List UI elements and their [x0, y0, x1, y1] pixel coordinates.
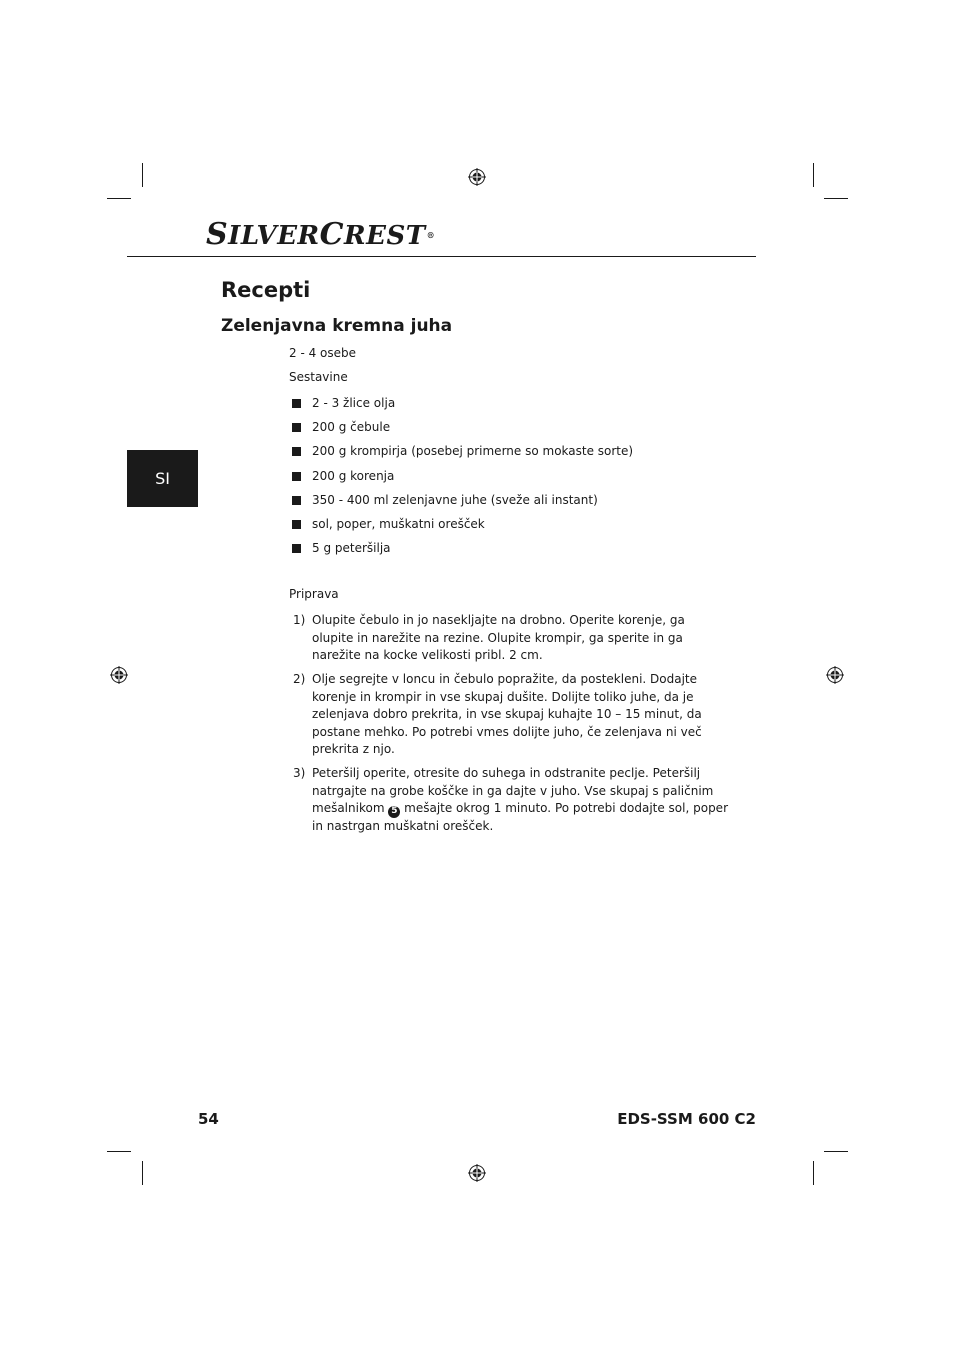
bullet-icon [292, 544, 301, 553]
registration-mark-icon [110, 666, 128, 684]
list-item: 200 g čebule [292, 419, 633, 443]
crop-mark [142, 1161, 143, 1185]
bullet-icon [292, 496, 301, 505]
crop-mark [824, 1151, 848, 1152]
language-tab: SI [127, 450, 198, 507]
list-item: 200 g krompirja (posebej primerne so mokaste sorte) [292, 443, 633, 467]
page-title: Recepti [221, 278, 311, 302]
bullet-icon [292, 520, 301, 529]
bullet-icon [292, 447, 301, 456]
crop-mark [142, 163, 143, 187]
registration-mark-icon [468, 1164, 486, 1182]
ingredients-list [292, 395, 633, 564]
bullet-icon [292, 399, 301, 408]
step-item: 1) Olupite čebulo in jo nasekljajte na drobno. Operite korenje, ga olupite in narežite na rezine. Olupite krompir, ga sperite in ga narežite na kocke velikosti pribl. 2 cm. [293, 613, 685, 662]
preparation-steps [293, 612, 729, 842]
crop-mark [824, 198, 848, 199]
model-number: EDS-SSM 600 C2 [617, 1110, 756, 1128]
servings: 2 - 4 osebe [289, 346, 357, 360]
bullet-icon [292, 472, 301, 481]
crop-mark [107, 198, 131, 199]
crop-mark [813, 1161, 814, 1185]
step-item: 3) Peteršilj operite, otresite do suhega in odstranite peclje. Peteršilj natrgajte na grobe koščke in ga dajte v juho. Vse skupaj s paličnim mešalnikom 5 mešajte okrog 1 minuto. Po potrebi dodajte sol, poper in nastrgan muškatni orešček. [293, 766, 729, 833]
brand-logo: SILVERCREST® [206, 217, 436, 252]
list-item: 200 g korenja [292, 468, 633, 492]
list-item: 350 - 400 ml zelenjavne juhe (sveže ali instant) [292, 492, 633, 516]
crop-mark [813, 163, 814, 187]
header-rule [127, 256, 756, 257]
list-item: 2 - 3 žlice olja [292, 395, 633, 419]
list-item: sol, poper, muškatni orešček [292, 516, 633, 540]
preparation-heading: Priprava [289, 587, 339, 601]
step-item: 2) Olje segrejte v loncu in čebulo popražite, da postekleni. Dodajte korenje in krompir in vse skupaj dušite. Dolijte toliko juhe, da je zelenjava dobro prekrita, in vse skupaj kuhajte 10 – 15 minut, da postane mehko. Po potrebi vmes dolijte juho, če zelenjava ni več prekrita z njo. [293, 672, 702, 756]
recipe-title: Zelenjavna kremna juha [221, 316, 453, 336]
list-item: 5 g peteršilja [292, 540, 633, 564]
part-reference-badge: 5 [388, 806, 400, 818]
registration-mark-icon [468, 168, 486, 186]
registration-mark-icon [826, 666, 844, 684]
bullet-icon [292, 423, 301, 432]
crop-mark [107, 1151, 131, 1152]
page-number: 54 [198, 1110, 219, 1128]
ingredients-heading: Sestavine [289, 370, 348, 384]
